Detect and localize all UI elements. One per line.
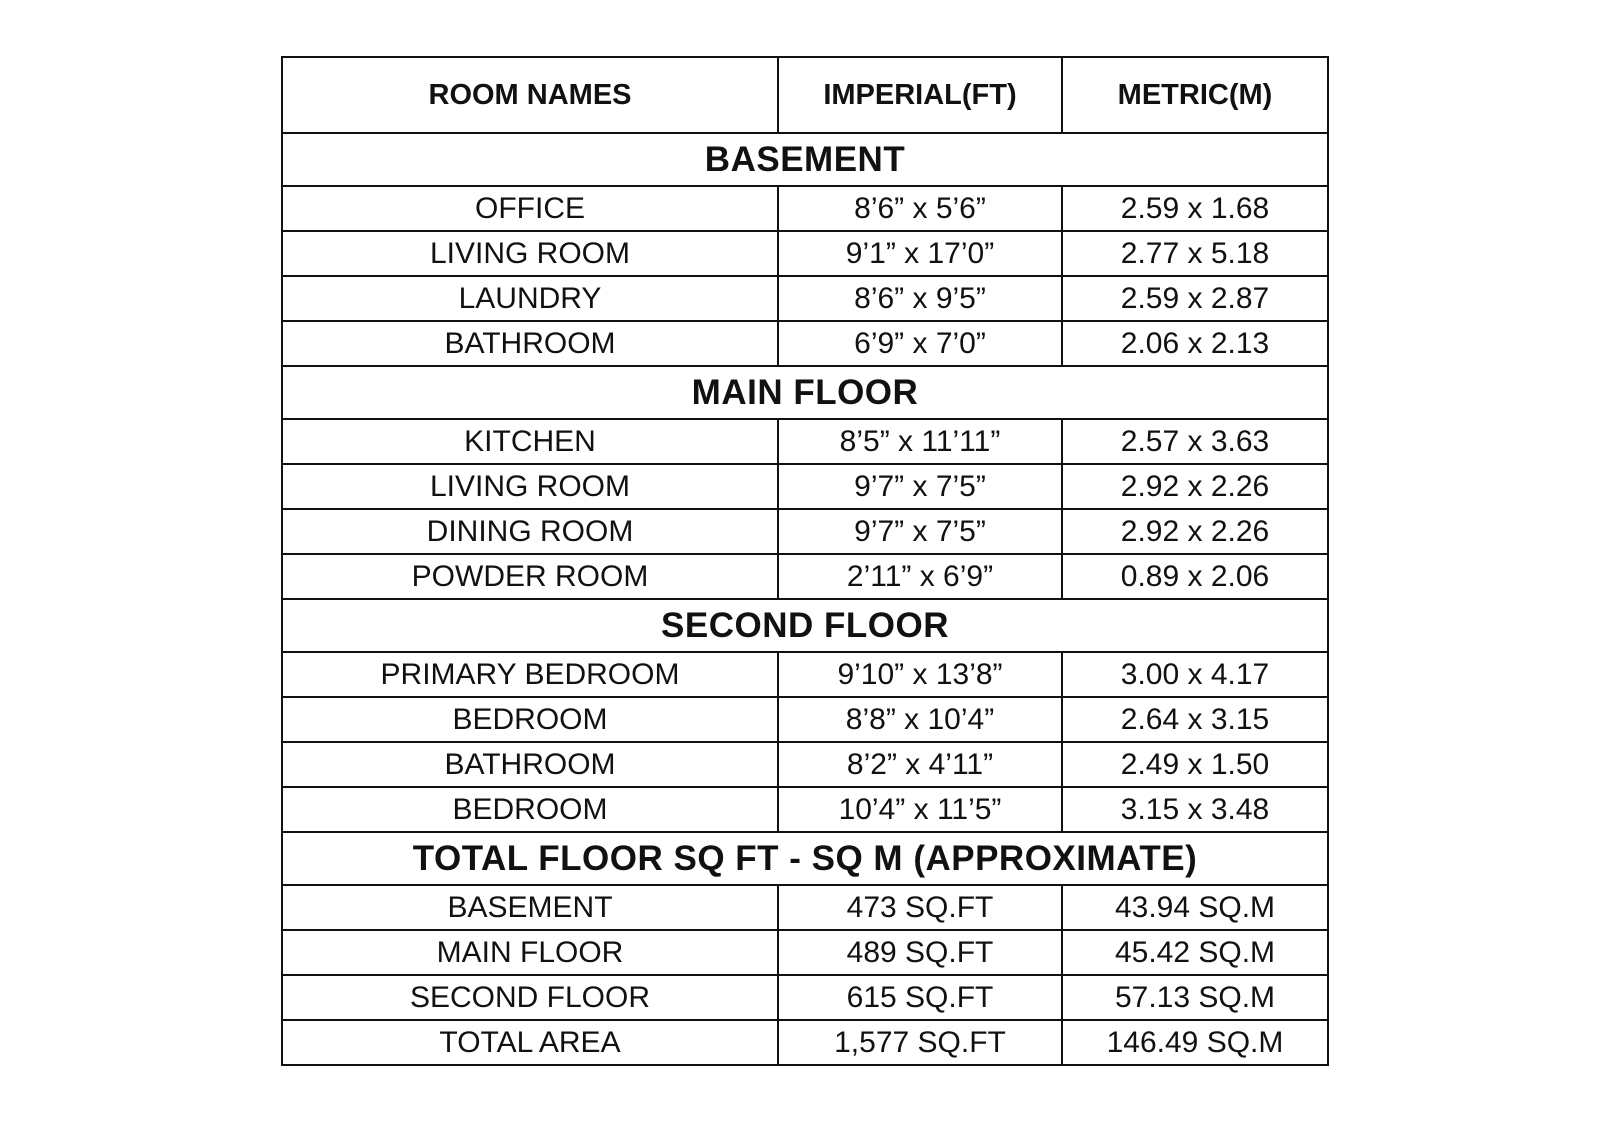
metric-value: 3.15 x 3.48 [1062, 787, 1328, 832]
floor-name: TOTAL AREA [282, 1020, 778, 1065]
metric-value: 3.00 x 4.17 [1062, 652, 1328, 697]
imperial-value: 8’6” x 9’5” [778, 276, 1062, 321]
metric-area: 43.94 SQ.M [1062, 885, 1328, 930]
table-row [282, 554, 1328, 599]
imperial-value: 9’10” x 13’8” [778, 652, 1062, 697]
imperial-area: 615 SQ.FT [778, 975, 1062, 1020]
table-row [282, 1020, 1328, 1065]
imperial-value: 6’9” x 7’0” [778, 321, 1062, 366]
metric-value: 2.59 x 2.87 [1062, 276, 1328, 321]
room-name: POWDER ROOM [282, 554, 778, 599]
room-name: OFFICE [282, 186, 778, 231]
header-imperial: IMPERIAL(FT) [778, 57, 1062, 133]
imperial-value: 2’11” x 6’9” [778, 554, 1062, 599]
table-row [282, 276, 1328, 321]
imperial-value: 8’8” x 10’4” [778, 697, 1062, 742]
header-room-names: ROOM NAMES [282, 57, 778, 133]
table-row [282, 787, 1328, 832]
table-row [282, 231, 1328, 276]
room-name: LIVING ROOM [282, 464, 778, 509]
floor-name: MAIN FLOOR [282, 930, 778, 975]
imperial-area: 489 SQ.FT [778, 930, 1062, 975]
imperial-value: 9’1” x 17’0” [778, 231, 1062, 276]
metric-value: 2.92 x 2.26 [1062, 464, 1328, 509]
room-name: LIVING ROOM [282, 231, 778, 276]
floor-name: SECOND FLOOR [282, 975, 778, 1020]
table-row [282, 321, 1328, 366]
imperial-value: 8’5” x 11’11” [778, 419, 1062, 464]
metric-value: 2.77 x 5.18 [1062, 231, 1328, 276]
metric-value: 2.06 x 2.13 [1062, 321, 1328, 366]
metric-area: 146.49 SQ.M [1062, 1020, 1328, 1065]
section-second-floor [282, 599, 1328, 652]
metric-value: 2.49 x 1.50 [1062, 742, 1328, 787]
imperial-area: 473 SQ.FT [778, 885, 1062, 930]
room-name: BATHROOM [282, 742, 778, 787]
imperial-area: 1,577 SQ.FT [778, 1020, 1062, 1065]
imperial-value: 9’7” x 7’5” [778, 509, 1062, 554]
metric-value: 0.89 x 2.06 [1062, 554, 1328, 599]
table-row [282, 697, 1328, 742]
table-row [282, 186, 1328, 231]
section-basement [282, 133, 1328, 186]
table-row [282, 975, 1328, 1020]
section-title-second-floor: SECOND FLOOR [282, 599, 1328, 652]
table-row [282, 742, 1328, 787]
section-main-floor [282, 366, 1328, 419]
metric-value: 2.64 x 3.15 [1062, 697, 1328, 742]
metric-value: 2.57 x 3.63 [1062, 419, 1328, 464]
table-row [282, 464, 1328, 509]
table-row [282, 419, 1328, 464]
table-row [282, 509, 1328, 554]
section-title-basement: BASEMENT [282, 133, 1328, 186]
metric-value: 2.59 x 1.68 [1062, 186, 1328, 231]
section-title-totals: TOTAL FLOOR SQ FT - SQ M (APPROXIMATE) [282, 832, 1328, 885]
table-row [282, 885, 1328, 930]
table-row [282, 930, 1328, 975]
room-dimensions-table [281, 56, 1329, 1066]
room-name: BEDROOM [282, 787, 778, 832]
metric-value: 2.92 x 2.26 [1062, 509, 1328, 554]
imperial-value: 10’4” x 11’5” [778, 787, 1062, 832]
imperial-value: 8’6” x 5’6” [778, 186, 1062, 231]
metric-area: 57.13 SQ.M [1062, 975, 1328, 1020]
room-name: DINING ROOM [282, 509, 778, 554]
imperial-value: 8’2” x 4’11” [778, 742, 1062, 787]
imperial-value: 9’7” x 7’5” [778, 464, 1062, 509]
room-name: PRIMARY BEDROOM [282, 652, 778, 697]
room-name: BATHROOM [282, 321, 778, 366]
floor-name: BASEMENT [282, 885, 778, 930]
room-name: LAUNDRY [282, 276, 778, 321]
header-row [282, 57, 1328, 133]
section-totals [282, 832, 1328, 885]
header-metric: METRIC(M) [1062, 57, 1328, 133]
table-row [282, 652, 1328, 697]
room-name: KITCHEN [282, 419, 778, 464]
section-title-main-floor: MAIN FLOOR [282, 366, 1328, 419]
metric-area: 45.42 SQ.M [1062, 930, 1328, 975]
room-name: BEDROOM [282, 697, 778, 742]
